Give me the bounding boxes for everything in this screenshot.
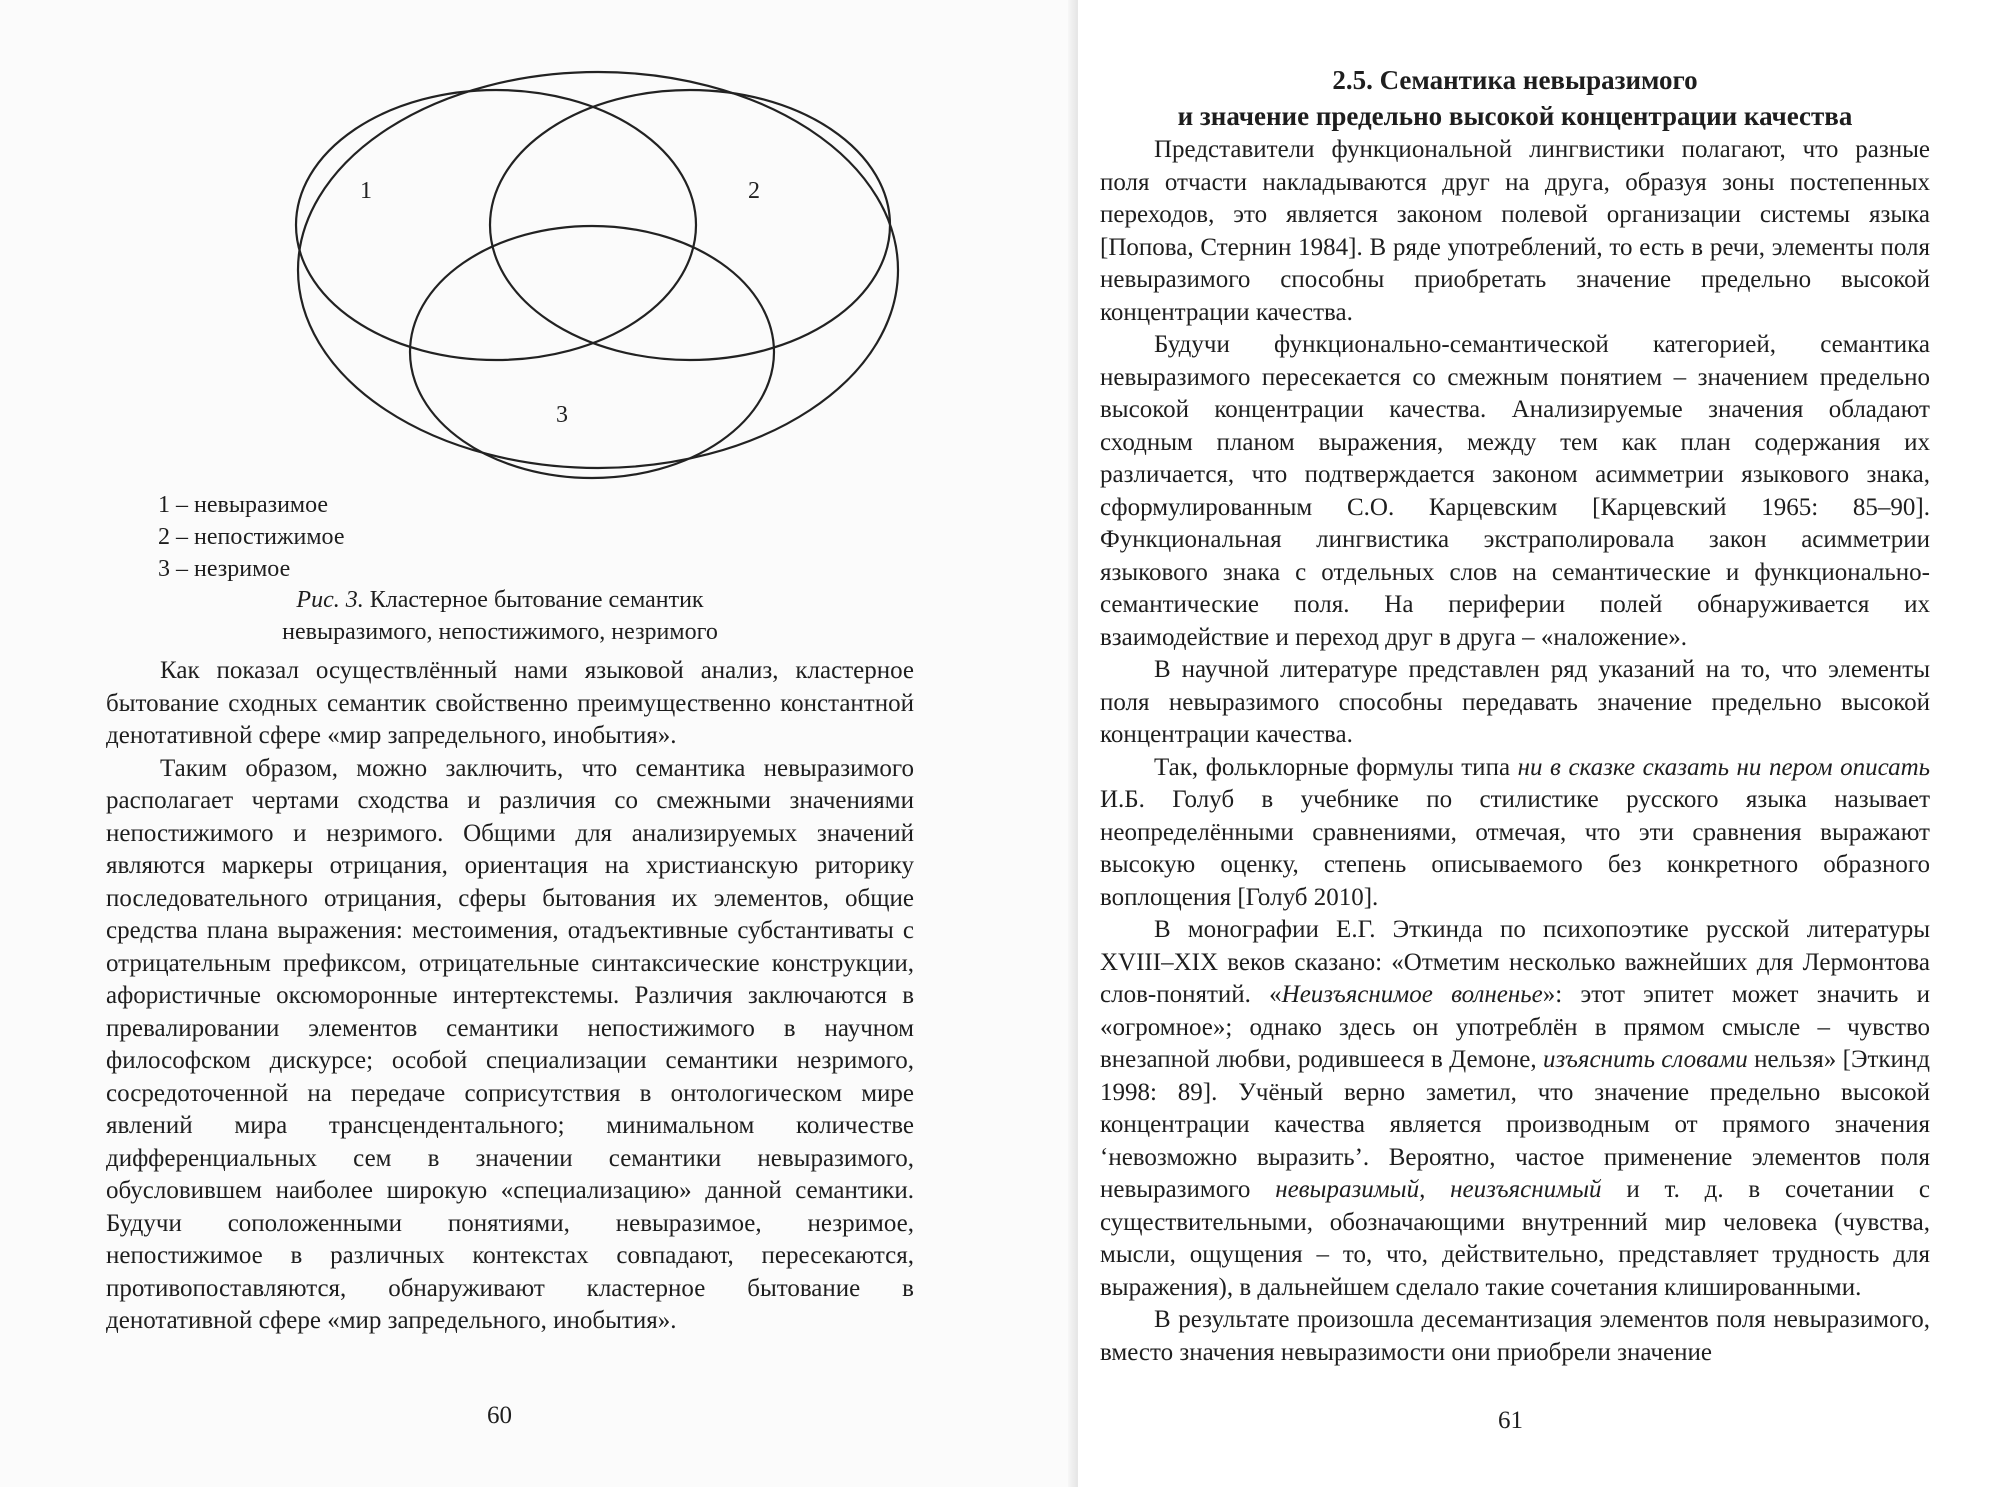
region-label-3: 3 [556,402,568,428]
circle-2 [490,90,890,360]
caption-line-2: невыразимого, непостижимого, незримого [282,619,718,645]
italic-quote: невыразимый, неизъяснимый [1275,1176,1602,1203]
italic-quote: изъяснить словами [1543,1046,1748,1073]
heading-line-1: 2.5. Семантика невыразимого [1332,65,1698,95]
text-run: Так, фольклорные формулы типа [1154,753,1518,781]
paragraph: Как показал осуществлённый нами языковой анализ, кластерное бытование сходных семантик свойственно преимущественно константной денотативной сфере «мир запредельного, инобытия». [106,657,914,749]
outer-ellipse [298,72,898,468]
page-number-left: 60 [487,1402,512,1429]
circle-3 [410,226,774,478]
text-run: И.Б. Голуб в учебнике по стилистике русского языка называет неопределёнными сравнениями, отмечая, что эти сравнения выражают высокую оценку, степень описываемого без конкретного образного воплощения [Голуб 2010]. [1100,786,1930,911]
legend-item-2: 2 – непостижимое [158,524,345,550]
section-heading [1100,62,1930,134]
text-run: В монографии Е.Г. Эткинда по психопоэтике русской литературы XVIII–XIX веков сказано: «Отметим несколько важнейших для Лермонтова слов-понятий. « [1100,916,1930,1008]
region-label-1: 1 [360,178,372,204]
caption-line-1 [200,584,800,616]
paragraph: Представители функциональной лингвистики полагают, что разные поля отчасти накладываются друг на друга, образуя зоны постепенных переходов, это является законом полевой организации системы языка [Попова, Стернин 1984]. В ряде употреблений, то есть в речи, элементы поля невыразимого способны приобретать значение предельно высокой концентрации качества. [1100,136,1930,326]
legend-item-1: 1 – невыразимое [158,492,329,518]
paragraph [1100,914,1930,1304]
region-label-2: 2 [748,178,760,204]
paragraph: Таким образом, можно заключить, что семантика невыразимого располагает чертами сходства и различия со смежными значениями непостижимого и незримого. Общими для анализируемых значений являются маркеры отрицания, ориентация на христианскую риторику последовательного отрицания, сферы бытования их элементов, общие средства плана выражения: местоимения, отадъективные субстантиваты с отрицательным префиксом, отрицательные синтаксические конструкции, афористичные оксюморонные интертекстемы. Различия заключаются в превалировании элементов семантики непостижимого в научном философском дискурсе; особой специализации семантики незримого, сосредоточенной на передаче соприсутствия в онтологическом мире явлений мира трансцендентального; минимальном количестве дифференциальных сем в значении семантики невыразимого, обусловившем наиболее широкую «специализацию» данной семантики. Будучи соположенными понятиями, невыразимое, незримое, непостижимое в различных контекстах совпадают, пересекаются, противопоставляются, обнаруживают кластерное бытование в денотативной сфере «мир запредельного, инобытия». [106,754,914,1334]
caption-prefix: Рис. 3. [296,587,364,613]
caption-text-1: Кластерное бытование семантик [369,587,704,613]
figure-legend [158,489,344,585]
paragraph [1100,752,1930,915]
text-run: и т. д. в сочетании с существительными, обозначающими внутренний мир человека (чувства, мысли, ощущения – то, что, действительно, представляет трудность для выражения), в дальнейшем сделало такие сочетания клишированными. [1100,1176,1930,1301]
page-number-right: 61 [1498,1407,1523,1434]
italic-quote: ни в сказке сказать ни пером описать [1517,753,1930,781]
figure-caption [200,584,800,648]
text-run: »: этот эпитет может значить и «огромное»; однако здесь он употреблён в прямом смысле – чувство внезапной любви, родившееся в Демоне, [1100,981,1930,1073]
italic-quote: Неизъяснимое волненье [1281,981,1543,1008]
left-body-text [106,655,914,1338]
heading-line-2: и значение предельно высокой концентрации качества [1177,101,1853,131]
venn-diagram-svg [268,60,928,480]
paragraph: Будучи функционально-семантической категорией, семантика невыразимого пересекается со смежным понятием – значением предельно высокой концентрации качества. Анализируемые значения обладают сходным планом выражения, между тем как план содержания их различается, что подтверждается законом асимметрии языкового знака, сформулированным С.О. Карцевским [Карцевский 1965: 85–90]. Функциональная лингвистика экстраполировала закон асимметрии языкового знака с отдельных слов на семантические и функционально-семантические поля. На периферии полей обнаруживается их взаимодействие и переход друг в друга – «наложение». [1100,331,1930,651]
paragraph: В результате произошла десемантизация элементов поля невыразимого, вместо значения невыразимости они приобрели значение [1100,1306,1930,1366]
text-run: нельзя» [Эткинд 1998: 89]. Учёный верно заметил, что значение предельно высокой концентрации качества является производным от прямого значения ‘невозможно выразить’. Вероятно, частое применение элементов поля невыразимого [1100,1046,1931,1203]
circle-1 [296,90,696,360]
legend-item-3: 3 – незримое [158,556,291,582]
right-body-text [1100,134,1930,1369]
venn-diagram [268,60,928,480]
paragraph: В научной литературе представлен ряд указаний на то, что элементы поля невыразимого способны передавать значение предельно высокой концентрации качества. [1100,656,1930,748]
